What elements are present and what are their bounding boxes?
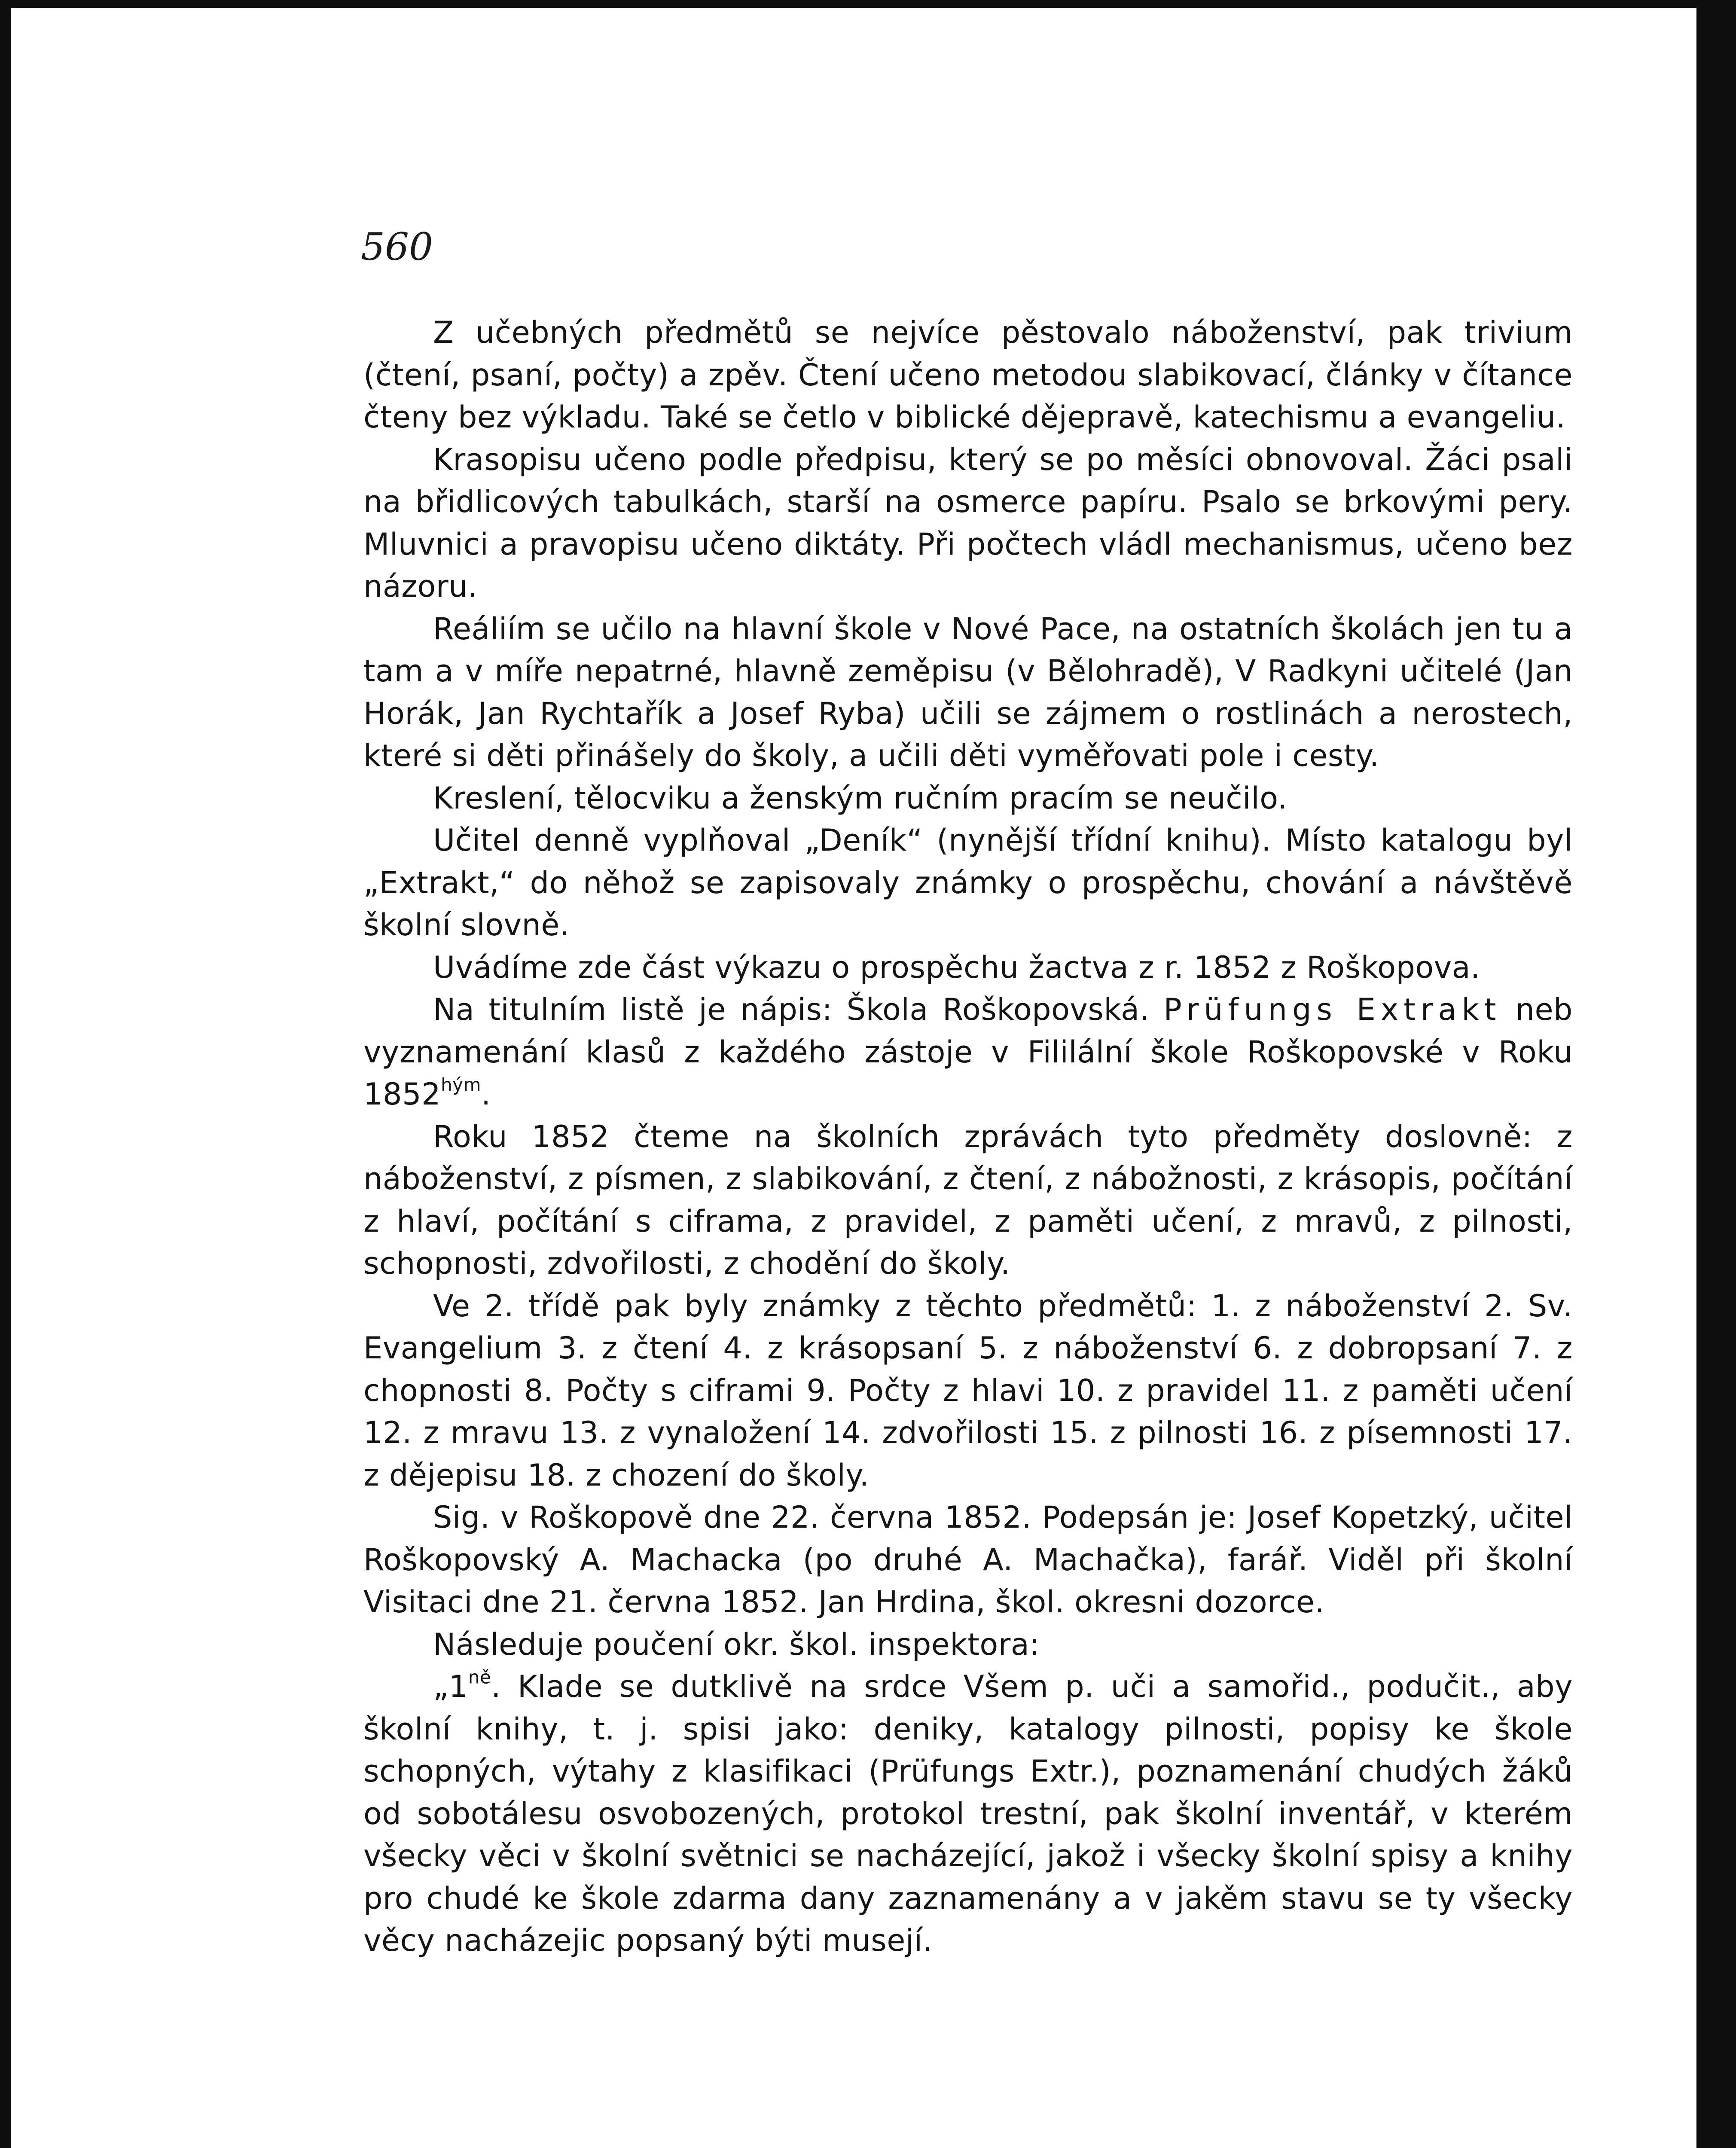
paragraph: Uvádíme zde část výkazu o prospěchu žactva z r. 1852 z Roškopova.	[433, 949, 1480, 985]
text-run: Na titulním listě je nápis: Škola Roškopovská.	[433, 992, 1164, 1027]
paragraph: Sig. v Roškopově dne 22. června 1852. Podepsán je: Josef Kopetzký, učitel Roškopovský A. Machacka (po druhé A. Machačka), farář. Viděl při školní Visitaci dne 21. června 1852. Jan Hrdina, škol. okresni dozorce.	[363, 1500, 1573, 1620]
paragraph: Roku 1852 čteme na školních zprávách tyto předměty doslovně: z náboženství, z písmen, z slabikování, z čtení, z nábožnosti, z krásopis, počítání z hlaví, počítání s ciframa, z pravidel, z paměti učení, z mravů, z pilnosti, schopnosti, zdvořilosti, z chodění do školy.	[363, 1119, 1573, 1281]
text-run: neb vyznamenání klasů z každého zástoje v Fililální škole Roškopovské v Roku 1852	[363, 992, 1573, 1112]
paragraph: Následuje poučení okr. škol. inspektora:	[433, 1626, 1040, 1662]
text-run: „1	[433, 1669, 468, 1704]
paragraph: Z učebných předmětů se nejvíce pěstovalo náboženství, pak trivium (čtení, psaní, počty) a zpěv. Čtení učeno metodou slabikovací, články v čítance čteny bez výkladu. Také se četlo v biblické dějepravě, katechismu a evangeliu.	[363, 315, 1573, 435]
paragraph	[363, 1666, 1573, 1962]
paragraph: Učitel denně vyplňoval „Deník“ (nynější třídní knihu). Místo katalogu byl „Extrakt,“ do něhož se zapisovaly známky o prospěchu, chování a návštěvě školní slovně.	[363, 823, 1573, 943]
superscript: hým	[441, 1074, 482, 1095]
spaced-title: Prüfungs Extrakt	[1163, 992, 1501, 1027]
paragraph: Ve 2. třídě pak byly známky z těchto předmětů: 1. z náboženství 2. Sv. Evangelium 3. z čtení 4. z krásopsaní 5. z náboženství 6. z dobropsaní 7. z chopnosti 8. Počty s ciframi 9. Počty z hlavi 10. z pravidel 11. z paměti učení 12. z mravu 13. z vynaložení 14. zdvořilosti 15. z pilnosti 16. z písemnosti 17. z dějepisu 18. z chození do školy.	[363, 1288, 1573, 1493]
page-body	[363, 311, 1573, 1962]
scan-border-right	[1696, 0, 1736, 2148]
text-run: . Klade se dutklivě na srdce Všem p. uči a samořid., podučit., aby školní knihy, t. j. spisi jako: deniky, katalogy pilnosti, popisy ke škole schopných, výtahy z klasifikaci (Prüfungs Extr.), poznamenání chudých žáků od sobotálesu osvobozených, protokol trestní, pak školní inventář, v kterém všecky věci v školní světnici se nacházející, jakož i všecky školní spisy a knihy pro chudé ke škole zdarma dany zaznamenány a v jakěm stavu se ty všecky věcy nacházejic popsaný býti musejí.	[363, 1669, 1573, 1958]
paragraph	[363, 989, 1573, 1116]
paragraph: Reáliím se učilo na hlavní škole v Nové Pace, na ostatních školách jen tu a tam a v míře nepatrné, hlavně zeměpisu (v Bělohradě), V Radkyni učitelé (Jan Horák, Jan Rychtařík a Josef Ryba) učili se zájmem o rostlinách a nerostech, které si děti přinášely do školy, a učili děti vyměřovati pole i cesty.	[363, 611, 1573, 773]
scan-border-top	[0, 0, 1736, 8]
paragraph: Kreslení, tělocviku a ženským ručním pracím se neučilo.	[433, 780, 1288, 816]
page-number: 560	[361, 225, 433, 269]
superscript: ně	[468, 1666, 491, 1688]
paragraph: Krasopisu učeno podle předpisu, který se po měsíci obnovoval. Žáci psali na břidlicových tabulkách, starší na osmerce papíru. Psalo se brkovými pery. Mluvnici a pravopisu učeno diktáty. Při počtech vládl mechanismus, učeno bez názoru.	[363, 442, 1573, 604]
text-run: .	[481, 1077, 491, 1112]
scan-border-left	[0, 0, 11, 2148]
